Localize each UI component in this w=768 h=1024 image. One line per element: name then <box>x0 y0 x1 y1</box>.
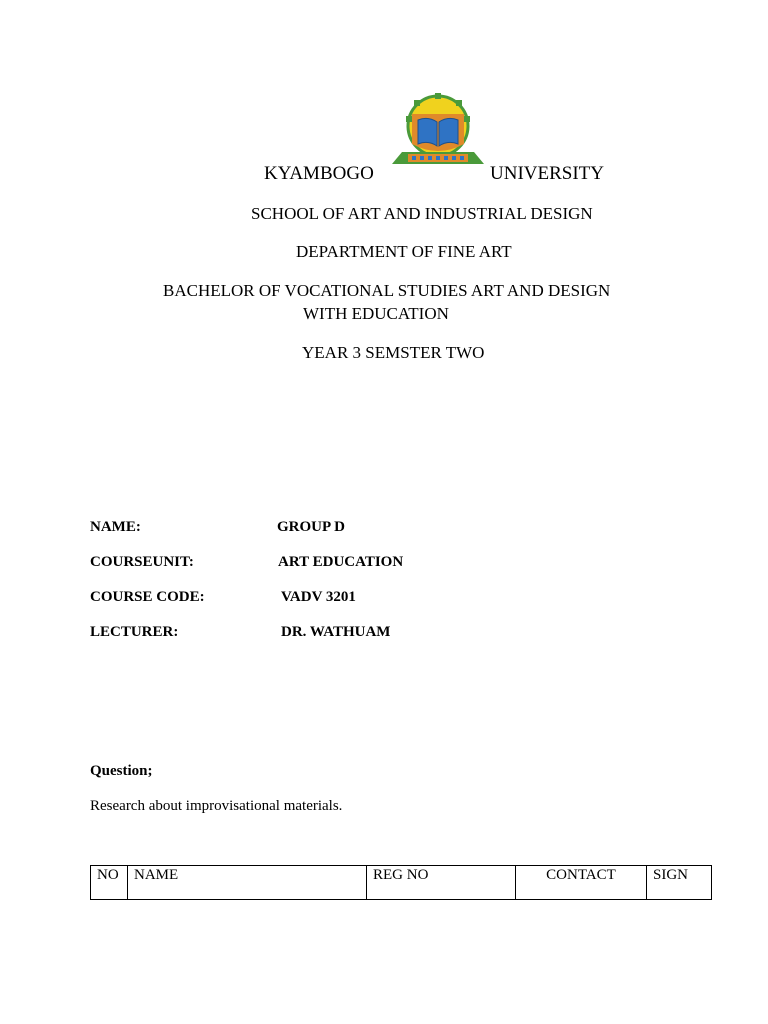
year-semester: YEAR 3 SEMSTER TWO <box>302 343 485 362</box>
col-contact: CONTACT <box>516 866 647 900</box>
programme-line-2: WITH EDUCATION <box>303 304 449 323</box>
table-header-row <box>91 866 712 900</box>
course-code-label: COURSE CODE: <box>90 589 205 605</box>
lecturer-label: LECTURER: <box>90 624 179 640</box>
department-name: DEPARTMENT OF FINE ART <box>296 242 512 261</box>
university-name-left: KYAMBOGO <box>264 163 374 184</box>
col-no: NO <box>91 866 128 900</box>
course-code-value: VADV 3201 <box>281 589 356 605</box>
question-text: Research about improvisational materials. <box>90 798 343 814</box>
course-unit-value: ART EDUCATION <box>278 554 404 570</box>
course-unit-label: COURSEUNIT: <box>90 554 194 570</box>
group-members-table <box>90 865 712 900</box>
question-heading: Question; <box>90 763 153 779</box>
programme-line-1: BACHELOR OF VOCATIONAL STUDIES ART AND DESIGN <box>163 281 611 300</box>
name-value: GROUP D <box>277 519 345 535</box>
name-label: NAME: <box>90 519 141 535</box>
col-reg-no: REG NO <box>367 866 516 900</box>
university-name-right: UNIVERSITY <box>490 163 604 184</box>
col-sign: SIGN <box>647 866 712 900</box>
lecturer-value: DR. WATHUAM <box>281 624 391 640</box>
university-logo <box>390 92 486 168</box>
col-name: NAME <box>128 866 367 900</box>
school-name: SCHOOL OF ART AND INDUSTRIAL DESIGN <box>251 204 593 223</box>
kyambogo-crest-icon <box>390 92 486 168</box>
